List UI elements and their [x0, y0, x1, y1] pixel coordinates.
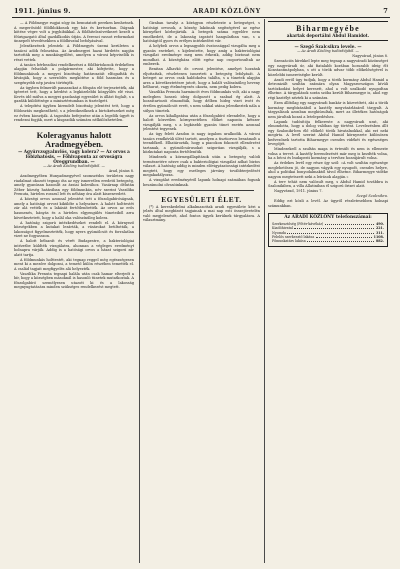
section-headline: EGYESÜLETI ÉLET.	[161, 195, 242, 205]
article-subhead: — Agyúrvzsgyalnvlós, vagy kolera? — Az orvos a főbizhatósis. — Főhivaponta az orvoságra Öreggrundban. —	[18, 148, 130, 164]
article-dateline: Arad, június 8.	[108, 169, 134, 174]
masthead	[14, 5, 388, 17]
issue-date: 1911. június 9.	[14, 7, 71, 15]
paragraph: Az orvos kihallgatása után a főszolgabíró elrendelte, hogy a halott közvetlen környezetében élőket naponta kétszer vizsgálják meg, s a legkisebb gyanús tünet esetén azonnal jelentést tegyenek.	[143, 113, 260, 132]
paragraph: Aradmegyében Hunyadmegyével szomszédos területen nagy riadalmat okozott tegnap óta az egy ismeretlen eredetű betegség, amely gyanúsan hasonlít az ázsiai kolerához. Vasárnap délután Zéber község határában egy földmunkás, név szerint Vaszilika Prenuta, hirtelen rosszul lett és néhány óra alatt kiszenvedett.	[14, 174, 134, 197]
column-2	[143, 21, 260, 565]
phone-row	[272, 239, 384, 243]
masthead-rule	[12, 17, 390, 18]
paragraph: Giraban tavalyi a kórágyon részletezte a betegséget, s hatósági orvosok, a község lakóinak segítségével az egész környéket körbejárták. A betegek száma egyelőre nem emelkedett, de a lakosság izgatott hangulatban van, s a hatóságtól gyors és erélyes intézkedést vár.	[143, 21, 260, 44]
paragraph: A földmunkás holttestét, aki tegnap reggel még egészségesen ment ki a mezőre dolgozni, a temető külön részében temették el. A család tagjait megfigyelés alá helyezték.	[14, 257, 134, 271]
article-separator	[149, 190, 254, 191]
box-title: Az ARADI KÖZLÖNY telefonszámai:	[284, 215, 372, 221]
article-subhead: — Szegő Szalcsikra levele. —	[294, 44, 362, 49]
article-separator	[20, 126, 128, 127]
article-signature: Szegő Szalcsikra.	[356, 194, 388, 199]
paragraph: Aradi erről úgy tudjuk, hogy a török kormány Abdul Hamid a detronizált szultán számára olyan Magyarországon kívüli tartózkodási helyet keresett, ahol a volt uralkodó nyugodtan élhetne. A tárgyalások során szóba került Biharmegye is, ahol egy régi kastélyt néztek ki a számára.	[268, 77, 388, 101]
paragraph: Az ügy felett Aradon is nagy izgalom uralkodik. A városi tanács rendkívüli ülést tartott, amelyen a tisztiorvos beszámolt a teendőkről. Elhatározták, hogy a piacokon fokozott ellenőrzést tartanak, a gyümölcsárusokat szigorúan vizsgálják, s a közkutakat naponta fertőtlenítik.	[143, 132, 260, 155]
paragraph: A telepítési ügyben kirendelt bizottság jelentést tett, hogy a földosztás megkezdhető, s a jelentkezőknek a birtokrészeket még ez évben kiosztják. A tagosítás befejezése után a legelők ügyét is rendezni fogják, mert a kisgazdák számára nélkülözhetetlen.	[14, 104, 134, 123]
telephone-numbers-box	[268, 213, 388, 246]
phone-label: Szerkesztőség (Főtér-kávéház)	[272, 222, 324, 227]
paragraph: — A Földmegye rugjai sógy ön bemutatott pereken kenhetnek. A megerősödő földblokkosok egy ház és kertsorban. Dágnak kötése végre volt a jegyhibákkal. A földhitelszövetkezet kezelt a főúrigazgató által gazdálkodás útján. A ferenci rassot reformokat ünnepelt tévedésekben a földhivatal befolyásával.	[14, 21, 134, 44]
article-title-box	[268, 21, 388, 41]
paragraph: A halott bélsarát és vérét Budapestre, a bakteriológiai intézetbe küldték vizsgálatra, ahonnan a végleges eredményt holnapra várják. Addig is a hatósági orvos a házat szigorú zár alatt tartja.	[14, 239, 134, 257]
phone-number: 311.	[375, 230, 384, 235]
paragraph: Mindezek a kórmegállapítások után a betegség valódi természetére nézve csak a bakteriológiai vizsgálat adhat biztos választ. A hatóság addig is minden elővigyázatossági intézkedést megtett, hogy egy esetleges járvány továbbterjedését megakadályozza.	[143, 155, 260, 178]
phone-label: Kiadóhivatal	[272, 226, 293, 231]
paragraph: A hatóság szigorú intézkedéseket rendelt el. A környező községekben a kutakat lezárták, a vásárokat betiltották, a lakosságot figyelmeztették, hogy nyers gyümölcsöt és forralatlan vizet ne fogyasszon.	[14, 220, 134, 239]
phone-number: 490.	[375, 222, 384, 227]
article-source: — Az Aradi Közlöny tudósítójától. —	[43, 164, 105, 169]
paragraph: Vaszilika Prenuta harmincöt éves földmunkás volt, aki a nagy melegben hosszú ideig dolgozott a szabad ég alatt. A hozzátartozói elmondták, hogy délben hideg vizet ivott és éretlen gyümölcsöt evett, s nem sokkal utána jelentkeztek nála a súlyos tünetek.	[143, 90, 260, 113]
newspaper-title: ARADI KÖZLÖNY	[192, 7, 262, 15]
phone-label: Felelős szerkesztő lakása	[272, 234, 315, 239]
article-headline: Koleragyanus halott Aradmegyében.	[36, 129, 112, 149]
article-headline: Biharmegyébe	[296, 24, 360, 33]
paragraph: Ezen állítólag egy nagyváradi bankár is közvetített, aki a török kormány megbízásából a kastély megvásárlásáról tárgyalt. A tárgyalások azonban meghiúsultak, mert az illetékes hatóságok nem járultak hozzá a letelepedéshez.	[268, 100, 388, 119]
phone-number: 882.	[375, 239, 384, 244]
column-1	[14, 21, 134, 565]
page-number: 7	[383, 7, 388, 15]
paragraph: Az érdekes levél egy része így szól: »A volt szultán egészsége meglehetősen jó, de nagyon vágyik egy nyugodt, csendes helyre, ahol a politikai bonyodalmaktól távol élhetne. Biharmegye vidéke nagyon megtetszett neki a leírások alapján.«	[268, 161, 388, 179]
phone-number: 221.	[375, 226, 384, 231]
phone-number: 1108.	[373, 234, 384, 239]
column-divider	[139, 19, 140, 563]
paragraph: Jelentkezések jelentek: A Földmegyés üzemi kerületen a tanácsi adók felosztása. Az Aradmegyei hazai hirdetés napján tartották meg a munkásgyűlést, amelyen a városi képviselők is részt vettek.	[14, 44, 134, 62]
paragraph: Mindezekről a szultán maga is értesült és nem is ellenezte volna a tervet. A kastély berendezését már meg is kezdték volna, ha a bécsi és budapesti kormány a tervhez hozzájárult volna.	[268, 147, 388, 161]
article-subtitle: akartak deportálni Abdul Hamidot.	[286, 33, 370, 38]
paragraph: A terv tehát nem valósult meg, s Abdul Hamid továbbra is Szalonikiben, a villa Allatiniban él szigorú őrizet alatt.	[268, 179, 388, 189]
phone-label: Nyomda	[272, 230, 286, 235]
phone-label: Főmunkatárs lakása	[272, 239, 306, 244]
column-3	[268, 21, 388, 565]
paragraph: Szenzációs hírekkel lepte meg tegnap a nagyváradi közönséget egy nagyváradi úr, aki fiatalabb korában hosszabb ideig élt Konstantinápolyban, s ott a török udvar több előkelőségével is közelebbi ismeretségbe került.	[268, 59, 388, 77]
paragraph: A tanács bérbeadási rendelkezései a földbirtokosok érdekében alapján felszólalt a polgármester, aki kifejtette, hogy a földmunkások a megyei bizottság határozatát elfogadták és kívánják, hogy a szerződés megkötése a föld hasznára és a szegényebb nép javára történjék.	[14, 62, 134, 85]
paragraph: Benitan Alhavkó dr. orvosi jelentése, amelyet hozzánk eljuttattak, részletesen ismerteti a betegség lefolyását. A beteget az orvos csak haldokolva találta, s a tünetek alapján arra a következtetésre jutott, hogy a halált valószínűleg heveny bélhurut, vagy ételmérgezés okozta, nem pedig kolera.	[143, 67, 260, 90]
paragraph: Az ügyben felmerült panaszokat a főispán elé terjesztették, aki ígéretet tett, hogy a kérdést a legközelebbi közgyűlés elé viszi. Kevés idő múlva a megyei gazdasági egyesület is állást foglalt, s a gazdák küldöttsége a minisztériumban is tisztelgett.	[14, 85, 134, 104]
paragraph: Vaszilika Prenuta tegnapi halála után csak hamar elterjedt a hír, hogy a községben másoknál is hasonló tünetek mutatkoztak. A főszolgabíró személyesen utazott ki és a lakosság megnyugtatására minden szükséges rendelkezést megtett.	[14, 271, 134, 290]
article-source: — Az Aradi Közlöny tudósítójától. —	[297, 49, 359, 54]
column-divider	[264, 19, 265, 563]
article-dateline: Nagyvárad, június 8.	[352, 54, 388, 59]
paragraph: A vizsgálat eredményéről lapunk holnapi számában fogunk beszámolni olvasóinknak.	[143, 178, 260, 187]
paragraph: A községi orvos azonnal jelentést tett a főszolgabíróságnak, amely a hatósági orvost kiküldte a helyszínre. A halott holttestét zár alá vették és a lakását fertőtlenítették. Az orvos az erős hasmenés, hányás és a hirtelen elgyengülés tüneteiből arra következtetett, hogy a halál oka valószínűleg kolera.	[14, 197, 134, 220]
paragraph: Nagyvárad, 1911. június 7.	[274, 189, 323, 194]
paragraph: Eddig ezt közli a levél. Az ügyről részletesebben holnapi számunkban.	[268, 199, 388, 208]
paragraph: (*) A kereskedelmi alkalmazottak aradi egyesülete kéri a jelzés által megbízott tagjainak a mai nap esti összejövetelén való megjelenését, ahol fontos ügyek kerülnek tárgyalásra. A választmány.	[143, 204, 260, 223]
paragraph: A helybeli orvos a legnagyobb óvatossággal vizsgálta meg a gyanús eseteket, s kijelentette, hogy amíg a bakteriológiai vizsgálat eredménye meg nem érkezik, addig biztosat nem mondhat. A községháza előtt egész nap csoportosultak az emberek.	[143, 44, 260, 67]
paragraph: Lapunk tudósítója felkereste a nagyváradi urat, aki elmondotta, hogy a dolog valóban így történt. Levelezésben állt egy Szaloniki-ben élő előkelő török hivatalnokkal, aki ezt neki megírta. A levél szerint Abdul Hamid környezete különösen kedvezőnek tartotta Biharmegye csendes vidékét és egészséges levegőjét.	[268, 119, 388, 147]
